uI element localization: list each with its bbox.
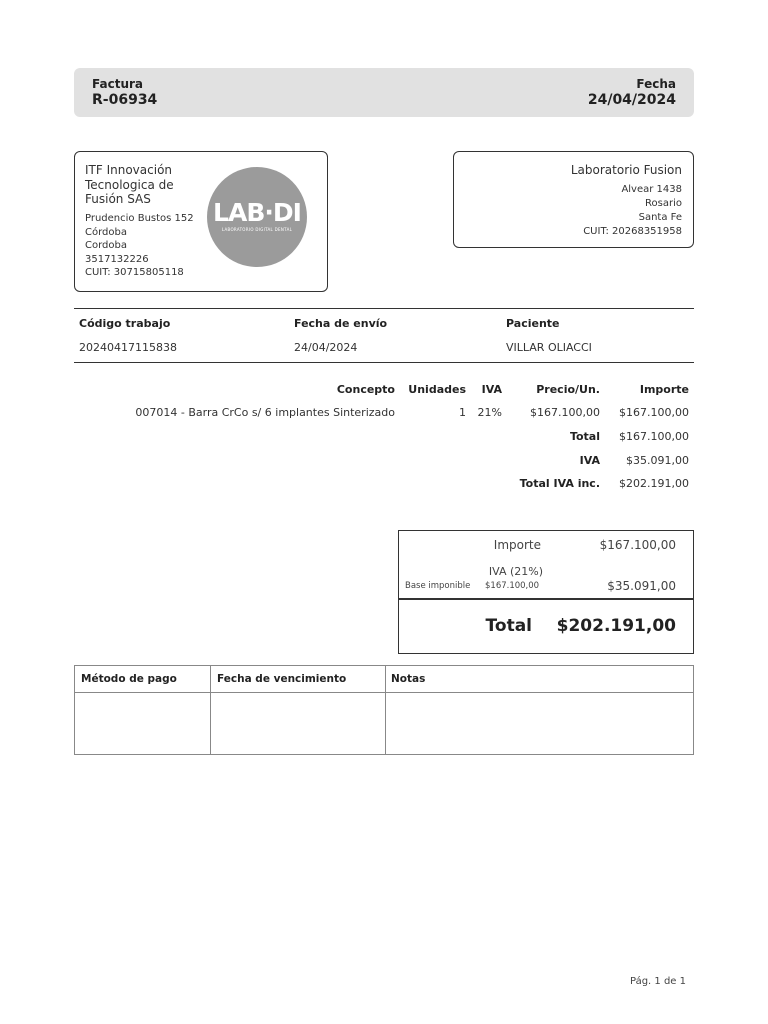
issuer-cuit: CUIT: 30715805118: [85, 267, 184, 278]
vat-header: IVA: [481, 383, 502, 396]
job-code: 20240417115838: [79, 341, 177, 354]
date-label: Fecha: [636, 77, 676, 91]
client-address: Alvear 1438: [621, 184, 682, 195]
amount-header: Importe: [639, 383, 689, 396]
patient-name: VILLAR OLIACCI: [506, 341, 592, 354]
subtotal-label: Total: [569, 430, 600, 443]
invoice-header: [74, 68, 694, 117]
issuer-phone: 3517132226: [85, 253, 149, 265]
invoice-number: R-06934: [92, 92, 158, 108]
item-unit-price: $167.100,00: [530, 406, 600, 419]
base-value: $167.100,00: [485, 581, 540, 591]
issuer-name: ITF Innovación Tecnologica de Fusión SAS: [85, 163, 174, 206]
base-label: Base imponible: [405, 581, 471, 591]
issuer-address: Prudencio Bustos 152: [85, 213, 194, 224]
vat-label: IVA: [579, 454, 600, 467]
issuer-province: Cordoba: [85, 240, 127, 251]
client-province: Santa Fe: [638, 212, 682, 223]
item-vat: 21%: [477, 406, 502, 419]
issuer-city: Córdoba: [85, 226, 127, 238]
issuer-card: [74, 151, 328, 292]
client-cuit: CUIT: 20268351958: [583, 226, 682, 237]
units-header: Unidades: [408, 383, 466, 396]
ship-date-header: Fecha de envío: [294, 317, 388, 330]
column-divider: [210, 666, 211, 754]
payment-table: [74, 665, 694, 755]
totals-box: [398, 530, 694, 654]
column-divider: [385, 666, 386, 754]
amount-label: Importe: [493, 538, 541, 552]
amount-value: $167.100,00: [599, 538, 676, 552]
unit-price-header: Precio/Un.: [536, 383, 600, 396]
grand-total-label: Total: [485, 616, 532, 636]
ship-date: 24/04/2024: [294, 341, 358, 354]
vat-rate-label: IVA (21%): [488, 565, 543, 578]
invoice-date: 24/04/2024: [587, 92, 676, 108]
item-concept: 007014 - Barra CrCo s/ 6 implantes Sinterizado: [135, 406, 395, 419]
notes-header: Notas: [391, 673, 426, 685]
item-amount: $167.100,00: [619, 406, 689, 419]
totals-divider: [399, 598, 693, 600]
client-city: Rosario: [645, 198, 682, 209]
vat-value: $35.091,00: [626, 454, 689, 467]
invoice-label: Factura: [92, 77, 143, 91]
item-units: 1: [459, 406, 466, 419]
total-inc-label: Total IVA inc.: [519, 477, 600, 490]
client-name: Laboratorio Fusion: [570, 163, 682, 177]
client-details: [583, 183, 682, 239]
patient-header: Paciente: [506, 317, 560, 330]
subtotal-value: $167.100,00: [619, 430, 689, 443]
concept-header: Concepto: [336, 383, 395, 396]
company-logo: [207, 167, 307, 267]
total-inc-value: $202.191,00: [619, 477, 689, 490]
issuer-details: [85, 212, 194, 280]
client-card: [453, 151, 694, 248]
grand-total-value: $202.191,00: [556, 616, 676, 636]
due-date-header: Fecha de vencimiento: [217, 673, 347, 685]
logo-subtitle: LABORATORIO DIGITAL DENTAL: [221, 227, 293, 232]
job-info: [74, 308, 694, 363]
logo-text: LAB·DI: [213, 198, 301, 227]
page-number: Pág. 1 de 1: [630, 976, 686, 987]
payment-method-header: Método de pago: [81, 673, 177, 685]
job-code-header: Código trabajo: [79, 317, 171, 330]
vat-amount: $35.091,00: [607, 579, 676, 593]
